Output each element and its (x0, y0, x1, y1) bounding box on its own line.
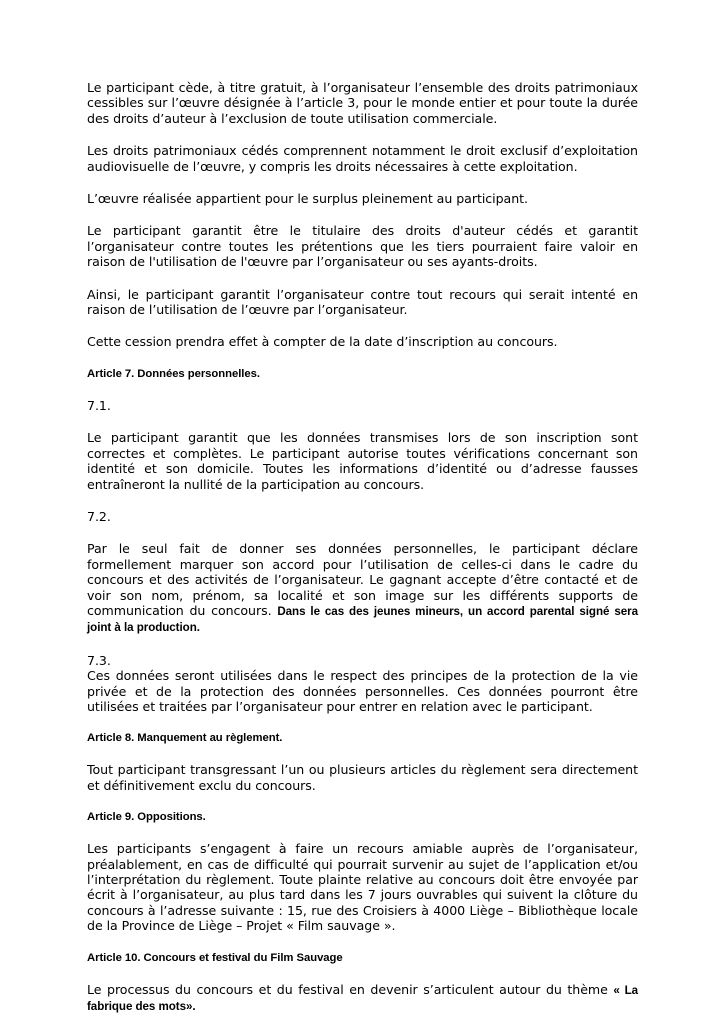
article-10-heading: Article 10. Concours et festival du Film Sauvage (87, 951, 343, 964)
paragraph-garantie-titulaire: Le participant garantit être le titulaire des droits d'auteur cédés et garantit l’organisateur contre toutes les prétentions que les tiers pourraient faire valoir en raison de l'utilisation de l'œuvre par l’organisateur ou ses ayants-droits. (87, 223, 638, 270)
article-8-heading: Article 8. Manquement au règlement. (87, 732, 283, 745)
paragraph-garantie-recours: Ainsi, le participant garantit l’organisateur contre tout recours qui serait intenté en raison de l’utilisation de l’œuvre par l’organisateur. (87, 286, 638, 318)
article-7-heading: Article 7. Données personnelles. (87, 367, 260, 380)
article-9-text: Les participants s’engagent à faire un recours amiable auprès de l’organisateur, préalablement, en cas de difficulté qui pourrait survenir au sujet de l’application et/ou l’interprétation du règlement. Toute plainte relative au concours doit être envoyée par écrit à l’organisateur, au plus tard dans les 7 jours ouvrables qui suivent la clôture du concours à l’adresse suivante : 15, rue des Croisiers à 4000 Liège – Bibliothèque locale de la Province de Liège – Projet « Film sauvage ». (87, 841, 638, 934)
section-7-2-text (87, 541, 638, 635)
section-7-3-text: Ces données seront utilisées dans le respect des principes de la protection de la vie privée et de la protection des données personnelles. Ces données pourront être utilisées et traitées par l’organisateur pour entrer en relation avec le participant. (87, 668, 638, 714)
document-body (87, 80, 638, 1014)
section-7-2-number: 7.2. (87, 508, 111, 524)
section-7-3-number: 7.3. (87, 652, 111, 668)
paragraph-prise-effet: Cette cession prendra effet à compter de la date d’inscription au concours. (87, 334, 558, 350)
paragraph-oeuvre-realisee: L’œuvre réalisée appartient pour le surplus pleinement au participant. (87, 191, 528, 207)
section-7-2-body: Par le seul fait de donner ses données personnelles, le participant déclare formellement marquer son accord pour l’utilisation de celles-ci dans le cadre du concours et des activités de l’organisateur. Le gagnant accepte d’être contacté et de voir son nom, prénom, sa localité et son image sur les différents supports de communication du concours. (87, 541, 638, 618)
paragraph-droits-patrimoniaux: Les droits patrimoniaux cédés comprennent notamment le droit exclusif d’exploitation audiovisuelle de l’œuvre, y compris les droits nécessaires à cette exploitation. (87, 143, 638, 174)
article-9-heading: Article 9. Oppositions. (87, 811, 206, 824)
section-7-2-bold-note: Dans le cas des jeunes mineurs, un accord parental signé sera joint à la production. (87, 604, 638, 635)
section-7-1-number: 7.1. (87, 397, 111, 413)
article-8-text: Tout participant transgressant l’un ou plusieurs articles du règlement sera directement et définitivement exclu du concours. (87, 762, 638, 793)
paragraph-cession: Le participant cède, à titre gratuit, à l’organisateur l’ensemble des droits patrimoniaux cessibles sur l’œuvre désignée à l’article 3, pour le monde entier et pour toute la durée des droits d’auteur à l’exclusion de toute utilisation commerciale. (87, 80, 638, 126)
article-10-body: Le processus du concours et du festival en devenir s’articulent autour du thème (87, 981, 614, 997)
article-10-theme: « La fabrique des mots». (87, 983, 639, 1014)
article-10-text (87, 982, 638, 1015)
section-7-1-text: Le participant garantit que les données transmises lors de son inscription sont correctes et complètes. Le participant autorise toutes vérifications concernant son identité et son domicile. Toutes les informations d’identité ou d’adresse fausses entraîneront la nullité de la participation au concours. (87, 430, 638, 492)
